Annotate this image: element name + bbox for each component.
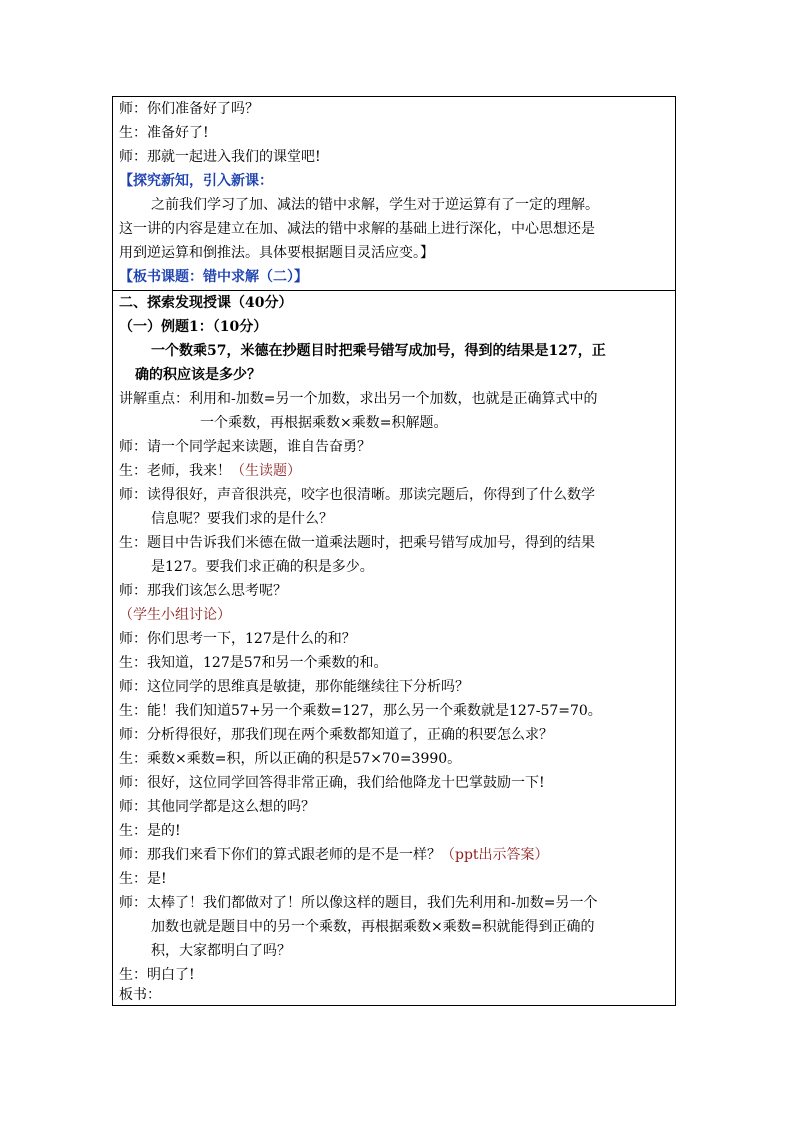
- dialogue-line: 师：很好，这位同学回答得非常正确，我们给他降龙十巴掌鼓励一下!: [119, 775, 545, 791]
- board-title: 【板书课题：错中求解（二）】: [119, 269, 308, 285]
- stage-note: （学生小组讨论）: [119, 607, 231, 623]
- dialogue-text: 生：老师，我来！: [119, 463, 231, 479]
- dialogue-line: 生：能！我们知道57+另一个乘数=127，那么另一个乘数就是127-57=70。: [119, 703, 602, 719]
- dialogue-line: 师：这位同学的思维真是敏捷，那你能继续往下分析吗？: [119, 679, 469, 695]
- paragraph-line: 用到逆运算和倒推法。具体要根据题目灵活应变。】: [119, 245, 434, 261]
- section-heading: 二、探索发现授课（40分）: [119, 295, 293, 311]
- stage-note: （生读题）: [231, 463, 301, 479]
- dialogue-line: 师：请一个同学起来读题，谁自告奋勇？: [119, 439, 371, 455]
- dialogue-line: 师：那就一起进入我们的课堂吧!: [119, 149, 321, 165]
- dialogue-line: 信息呢？要我们求的是什么？: [151, 511, 333, 527]
- dialogue-line: 生：是!: [119, 871, 167, 887]
- dialogue-line: 生：准备好了!: [119, 125, 209, 141]
- stage-note: （ppt出示答案）: [441, 847, 549, 863]
- dialogue-line: 是127。要我们求正确的积是多少。: [151, 559, 374, 575]
- dialogue-line: [119, 846, 549, 864]
- dialogue-line: [119, 462, 301, 480]
- dialogue-line: 生：题目中告诉我们米德在做一道乘法题时，把乘号错写成加号，得到的结果: [119, 535, 595, 551]
- key-point-line: 讲解重点：利用和-加数=另一个加数，求出另一个加数，也就是正确算式中的: [119, 391, 598, 407]
- problem-line: 确的积应该是多少？: [135, 367, 261, 383]
- dialogue-line: 师：那我们该怎么思考呢？: [119, 583, 287, 599]
- dialogue-line: 加数也就是题目中的另一个乘数，再根据乘数×乘数=积就能得到正确的: [151, 919, 595, 935]
- problem-line: 一个数乘57，米德在抄题目时把乘号错写成加号，得到的结果是127，正: [151, 343, 606, 359]
- dialogue-line: 师：你们思考一下，127是什么的和？: [119, 631, 356, 647]
- dialogue-text: 师：那我们来看下你们的算式跟老师的是不是一样？: [119, 847, 441, 863]
- section-heading: 【探究新知，引入新课：: [119, 173, 273, 189]
- dialogue-line: 积，大家都明白了吗？: [151, 943, 291, 959]
- dialogue-line: 生：乘数×乘数=积，所以正确的积是57×70=3990。: [119, 751, 462, 767]
- example-heading: （一）例题1：（10分）: [119, 319, 268, 335]
- dialogue-line: 师：读得很好，声音很洪亮，咬字也很清晰。那读完题后，你得到了什么数学: [119, 487, 595, 503]
- board-label: 板书：: [119, 987, 161, 1003]
- dialogue-line: 师：其他同学都是这么想的吗？: [119, 799, 315, 815]
- key-point-line: 一个乘数，再根据乘数×乘数=积解题。: [200, 415, 448, 431]
- dialogue-line: 生：是的!: [119, 823, 181, 839]
- dialogue-line: 师：太棒了！我们都做对了！所以像这样的题目，我们先利用和-加数=另一个: [119, 895, 598, 911]
- dialogue-line: 生：我知道，127是57和另一个乘数的和。: [119, 655, 388, 671]
- lesson-table: [112, 96, 676, 1006]
- paragraph-line: 这一讲的内容是建立在加、减法的错中求解的基础上进行深化，中心思想还是: [119, 221, 595, 237]
- row-divider: [113, 290, 675, 291]
- dialogue-line: 师：分析得很好，那我们现在两个乘数都知道了，正确的积要怎么求？: [119, 727, 553, 743]
- paragraph-line: 之前我们学习了加、减法的错中求解，学生对于逆运算有了一定的理解。: [151, 197, 599, 213]
- dialogue-line: 生：明白了!: [119, 967, 195, 983]
- dialogue-line: 师：你们准备好了吗？: [119, 101, 259, 117]
